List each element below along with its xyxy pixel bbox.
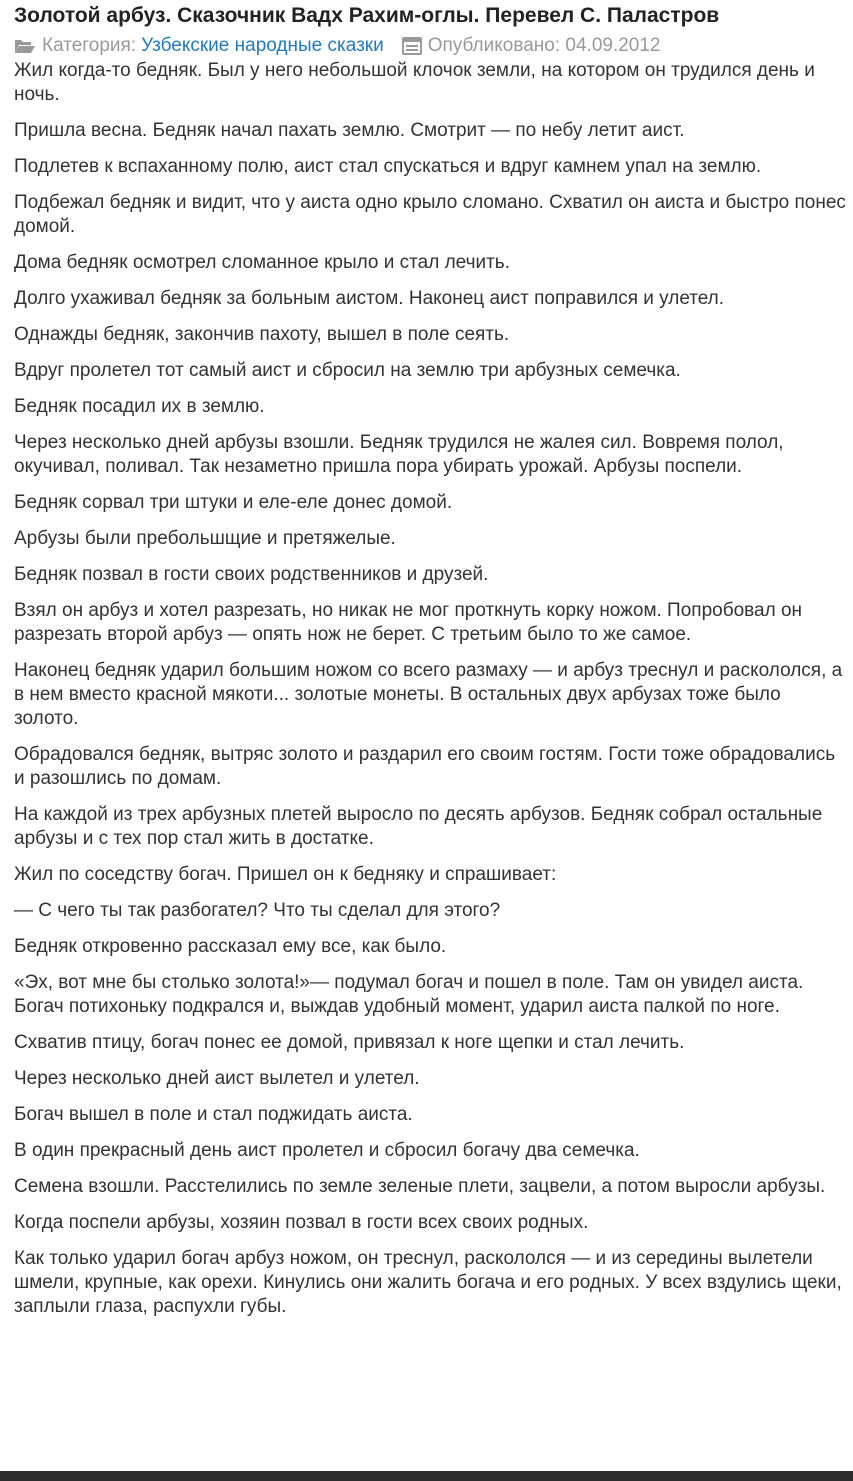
- paragraph: Когда поспели арбузы, хозяин позвал в гости всех своих родных.: [14, 1212, 589, 1233]
- paragraph: Бедняк посадил их в землю.: [14, 396, 265, 417]
- paragraph: Через несколько дней аист вылетел и улетел.: [14, 1068, 420, 1089]
- paragraph: Бедняк позвал в гости своих родственников и друзей.: [14, 564, 489, 585]
- paragraph: На каждой из трех арбузных плетей выросло по десять арбузов. Бедняк собрал остальные арбузы и с тех пор стал жить в достатке.: [14, 804, 823, 849]
- paragraph: Схватив птицу, богач понес ее домой, привязал к ноге щепки и стал лечить.: [14, 1032, 685, 1053]
- paragraph: Подлетев к вспаханному полю, аист стал спускаться и вдруг камнем упал на землю.: [14, 156, 762, 177]
- category-link[interactable]: Узбекские народные сказки: [141, 35, 384, 56]
- paragraph: Семена взошли. Расстелились по земле зеленые плети, зацвели, а потом выросли арбузы.: [14, 1176, 826, 1197]
- article-title: Золотой арбуз. Сказочник Вадх Рахим-оглы. Перевел С. Паластров: [14, 4, 720, 27]
- bottom-bar: [0, 1471, 853, 1481]
- paragraph: Взял он арбуз и хотел разрезать, но никак не мог проткнуть корку ножом. Попробовал он разрезать второй арбуз — опять нож не берет. С третьим было то же самое.: [14, 600, 803, 645]
- article-body: [14, 59, 850, 1319]
- calendar-list-icon: [402, 37, 422, 55]
- paragraph: Богач вышел в поле и стал поджидать аиста.: [14, 1104, 413, 1125]
- paragraph: «Эх, вот мне бы столько золота!»— подумал богач и пошел в поле. Там он увидел аиста. Богач потихоньку подкрался и, выждав удобный момент, ударил аиста палкой по ноге.: [14, 972, 804, 1017]
- paragraph: Пришла весна. Бедняк начал пахать землю. Смотрит — по небу летит аист.: [14, 120, 685, 141]
- folder-open-icon: [14, 38, 36, 54]
- paragraph: Однажды бедняк, закончив пахоту, вышел в поле сеять.: [14, 324, 510, 345]
- category-label: Категория:: [42, 35, 137, 56]
- paragraph: Подбежал бедняк и видит, что у аиста одно крыло сломано. Схватил он аиста и быстро понес домой.: [14, 192, 846, 237]
- paragraph: Как только ударил богач арбуз ножом, он треснул, раскололся — и из середины вылетели шмели, крупные, как орехи. Кинулись они жалить богача и его родных. У всех вздулись щеки, заплыли глаза, распухли губы.: [14, 1248, 842, 1317]
- paragraph: Жил когда-то бедняк. Был у него небольшой клочок земли, на котором он трудился день и ночь.: [14, 60, 815, 105]
- paragraph: Долго ухаживал бедняк за больным аистом. Наконец аист поправился и улетел.: [14, 288, 725, 309]
- article-info: [14, 35, 850, 57]
- category-info: [14, 35, 384, 57]
- article: [14, 4, 850, 1331]
- paragraph: Вдруг пролетел тот самый аист и сбросил на землю три арбузных семечка.: [14, 360, 681, 381]
- paragraph: Дома бедняк осмотрел сломанное крыло и стал лечить.: [14, 252, 510, 273]
- paragraph: В один прекрасный день аист пролетел и сбросил богачу два семечка.: [14, 1140, 640, 1161]
- paragraph: Наконец бедняк ударил большим ножом со всего размаху — и арбуз треснул и раскололся, а в нем вместо красной мякоти... золотые монеты. В остальных двух арбузах тоже было золото.: [14, 660, 843, 729]
- paragraph: Бедняк сорвал три штуки и еле-еле донес домой.: [14, 492, 453, 513]
- paragraph: Через несколько дней арбузы взошли. Бедняк трудился не жалея сил. Вовремя полол, окучивал, поливал. Так незаметно пришла пора убирать урожай. Арбузы поспели.: [14, 432, 784, 477]
- paragraph: Обрадовался бедняк, вытряс золото и раздарил его своим гостям. Гости тоже обрадовались и разошлись по домам.: [14, 744, 836, 789]
- published-info: [402, 35, 661, 57]
- paragraph: Арбузы были пребольшщие и претяжелые.: [14, 528, 396, 549]
- paragraph: — С чего ты так разбогател? Что ты сделал для этого?: [14, 900, 501, 921]
- bottom-fade: [0, 1371, 853, 1481]
- paragraph: Бедняк откровенно рассказал ему все, как было.: [14, 936, 447, 957]
- published-date: Опубликовано: 04.09.2012: [427, 35, 661, 56]
- paragraph: Жил по соседству богач. Пришел он к бедняку и спрашивает:: [14, 864, 557, 885]
